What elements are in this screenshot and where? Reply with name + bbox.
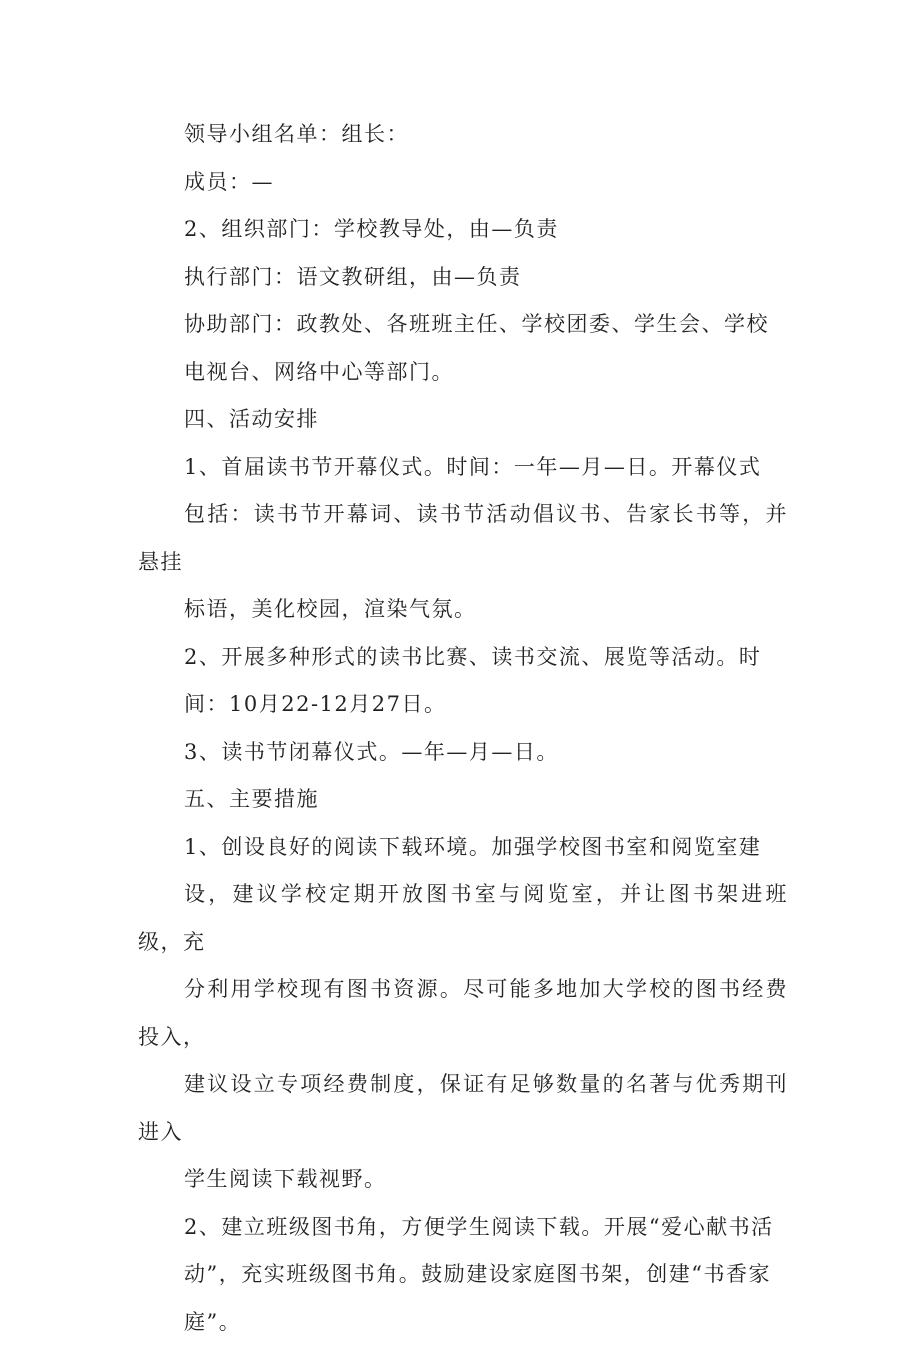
paragraph-line: 执行部门：语文教研组，由—负责 — [138, 254, 788, 302]
document-paragraph — [138, 1204, 788, 1346]
document-paragraph — [138, 729, 788, 777]
paragraph-line: 五、主要措施 — [138, 776, 788, 824]
document-paragraph — [138, 444, 788, 634]
paragraph-line: 庭”。 — [138, 1299, 788, 1346]
paragraph-line: 1、创设良好的阅读下载环境。加强学校图书室和阅览室建 — [138, 824, 788, 872]
document-paragraph — [138, 776, 788, 824]
document-paragraph — [138, 159, 788, 207]
paragraph-line: 2、建立班级图书角，方便学生阅读下载。开展“爱心献书活 — [138, 1204, 788, 1252]
paragraph-line: 2、组织部门：学校教导处，由—负责 — [138, 206, 788, 254]
paragraph-line: 四、活动安排 — [138, 396, 788, 444]
document-paragraph — [138, 206, 788, 254]
paragraph-line: 2、开展多种形式的读书比赛、读书交流、展览等活动。时 — [138, 634, 788, 682]
document-paragraph — [138, 301, 788, 396]
paragraph-line: 间：10月22-12月27日。 — [138, 681, 788, 729]
paragraph-line: 动”，充实班级图书角。鼓励建设家庭图书架，创建“书香家 — [138, 1251, 788, 1299]
paragraph-line: 领导小组名单：组长： — [138, 111, 788, 159]
paragraph-line: 建议设立专项经费制度，保证有足够数量的名著与优秀期刊进入 — [138, 1061, 788, 1156]
paragraph-line: 分利用学校现有图书资源。尽可能多地加大学校的图书经费投入， — [138, 966, 788, 1061]
document-paragraph — [138, 111, 788, 159]
paragraph-line: 1、首届读书节开幕仪式。时间：一年—月—日。开幕仪式 — [138, 444, 788, 492]
paragraph-line: 标语，美化校园，渲染气氛。 — [138, 586, 788, 634]
paragraph-line: 成员：— — [138, 159, 788, 207]
document-body — [138, 111, 788, 1346]
document-paragraph — [138, 396, 788, 444]
document-paragraph — [138, 254, 788, 302]
paragraph-line: 3、读书节闭幕仪式。—年—月—日。 — [138, 729, 788, 777]
paragraph-line: 包括：读书节开幕词、读书节活动倡议书、告家长书等，并悬挂 — [138, 491, 788, 586]
document-paragraph — [138, 824, 788, 1204]
paragraph-line: 设，建议学校定期开放图书室与阅览室，并让图书架进班级，充 — [138, 871, 788, 966]
paragraph-line: 协助部门：政教处、各班班主任、学校团委、学生会、学校 — [138, 301, 788, 349]
paragraph-line: 学生阅读下载视野。 — [138, 1156, 788, 1204]
paragraph-line: 电视台、网络中心等部门。 — [138, 349, 788, 397]
document-paragraph — [138, 634, 788, 729]
